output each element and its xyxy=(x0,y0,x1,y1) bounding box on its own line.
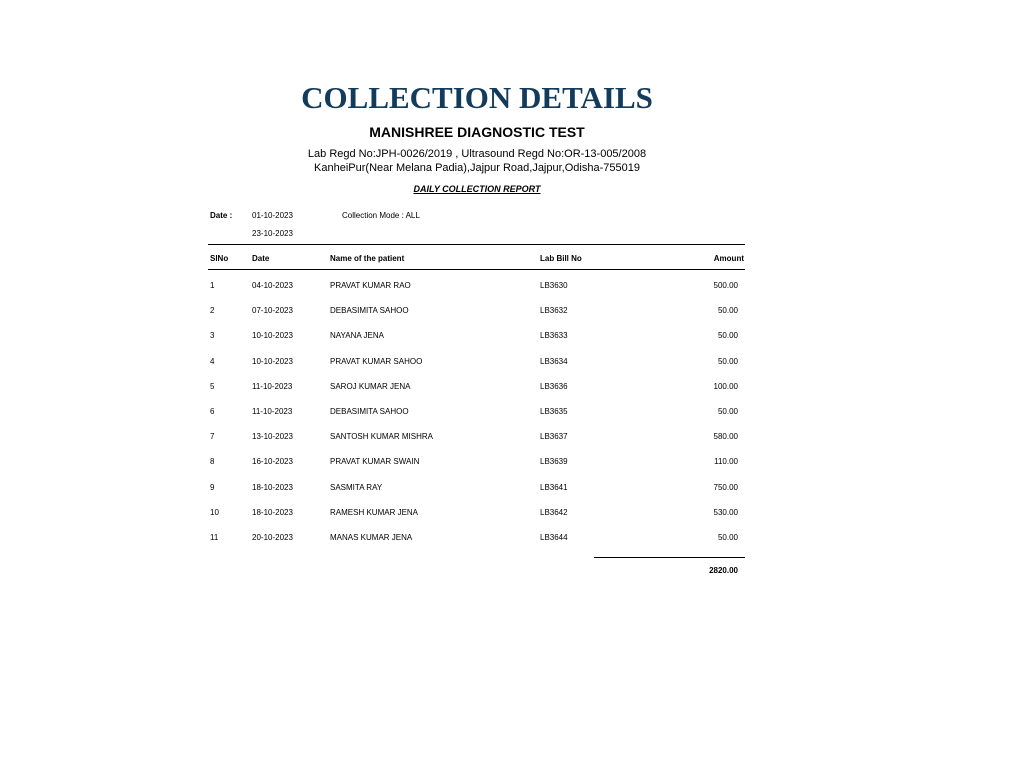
row-amount: 500.00 xyxy=(713,281,738,290)
row-slno: 4 xyxy=(210,357,215,366)
row-amount: 50.00 xyxy=(717,357,738,366)
row-patient-name: MANAS KUMAR JENA xyxy=(330,533,413,542)
row-date: 04-10-2023 xyxy=(252,281,293,290)
row-bill-no: LB3641 xyxy=(540,483,568,492)
address-line: KanheiPur(Near Melana Padia),Jajpur Road,Jajpur,Odisha-755019 xyxy=(314,162,640,174)
row-slno: 1 xyxy=(210,281,215,290)
row-bill-no: LB3639 xyxy=(540,457,568,466)
row-date: 18-10-2023 xyxy=(252,483,293,492)
row-slno: 10 xyxy=(210,508,219,517)
row-bill-no: LB3635 xyxy=(540,407,568,416)
column-header-slno: SlNo xyxy=(210,254,229,263)
row-bill-no: LB3636 xyxy=(540,382,568,391)
row-amount: 100.00 xyxy=(713,382,738,391)
row-patient-name: PRAVAT KUMAR RAO xyxy=(330,281,411,290)
row-patient-name: PRAVAT KUMAR SWAIN xyxy=(330,457,420,466)
row-patient-name: NAYANA JENA xyxy=(330,331,384,340)
header-top-rule xyxy=(208,244,745,245)
row-slno: 5 xyxy=(210,382,215,391)
registration-line: Lab Regd No:JPH-0026/2019 , Ultrasound Regd No:OR-13-005/2008 xyxy=(307,148,647,160)
row-bill-no: LB3633 xyxy=(540,331,568,340)
row-bill-no: LB3644 xyxy=(540,533,568,542)
report-subtitle: DAILY COLLECTION REPORT xyxy=(413,184,541,194)
row-patient-name: SAROJ KUMAR JENA xyxy=(330,382,411,391)
row-bill-no: LB3634 xyxy=(540,357,568,366)
row-bill-no: LB3637 xyxy=(540,432,568,441)
row-slno: 11 xyxy=(210,533,219,542)
row-amount: 50.00 xyxy=(717,306,738,315)
total-rule xyxy=(594,557,745,558)
row-patient-name: RAMESH KUMAR JENA xyxy=(330,508,419,517)
row-bill-no: LB3642 xyxy=(540,508,568,517)
row-slno: 6 xyxy=(210,407,215,416)
row-amount: 50.00 xyxy=(717,331,738,340)
row-bill-no: LB3632 xyxy=(540,306,568,315)
row-patient-name: DEBASIMITA SAHOO xyxy=(330,407,409,416)
from-date: 01-10-2023 xyxy=(252,211,293,220)
row-slno: 3 xyxy=(210,331,215,340)
collection-mode: Collection Mode : ALL xyxy=(342,211,420,220)
column-header-bill: Lab Bill No xyxy=(540,254,582,263)
lab-name: MANISHREE DIAGNOSTIC TEST xyxy=(369,124,585,140)
row-amount: 580.00 xyxy=(713,432,738,441)
row-patient-name: SASMITA RAY xyxy=(330,483,383,492)
row-slno: 2 xyxy=(210,306,215,315)
row-amount: 750.00 xyxy=(713,483,738,492)
row-slno: 7 xyxy=(210,432,215,441)
header-bottom-rule xyxy=(208,269,745,270)
row-bill-no: LB3630 xyxy=(540,281,568,290)
row-date: 13-10-2023 xyxy=(252,432,293,441)
total-amount: 2820.00 xyxy=(709,566,738,575)
row-date: 11-10-2023 xyxy=(252,407,293,416)
row-date: 11-10-2023 xyxy=(252,382,293,391)
to-date: 23-10-2023 xyxy=(252,229,293,238)
row-patient-name: DEBASIMITA SAHOO xyxy=(330,306,409,315)
row-amount: 50.00 xyxy=(717,407,738,416)
row-slno: 9 xyxy=(210,483,215,492)
row-patient-name: SANTOSH KUMAR MISHRA xyxy=(330,432,433,441)
row-patient-name: PRAVAT KUMAR SAHOO xyxy=(330,357,423,366)
date-label: Date : xyxy=(210,211,233,220)
row-date: 10-10-2023 xyxy=(252,357,293,366)
row-amount: 50.00 xyxy=(717,533,738,542)
row-date: 07-10-2023 xyxy=(252,306,293,315)
column-header-date: Date xyxy=(252,254,270,263)
column-header-name: Name of the patient xyxy=(330,254,405,263)
row-amount: 110.00 xyxy=(714,457,738,466)
report-title: COLLECTION DETAILS xyxy=(301,80,653,115)
row-date: 18-10-2023 xyxy=(252,508,293,517)
row-date: 16-10-2023 xyxy=(252,457,293,466)
row-date: 10-10-2023 xyxy=(252,331,293,340)
row-date: 20-10-2023 xyxy=(252,533,293,542)
column-header-amount: Amount xyxy=(713,254,744,263)
row-amount: 530.00 xyxy=(713,508,738,517)
row-slno: 8 xyxy=(210,457,215,466)
